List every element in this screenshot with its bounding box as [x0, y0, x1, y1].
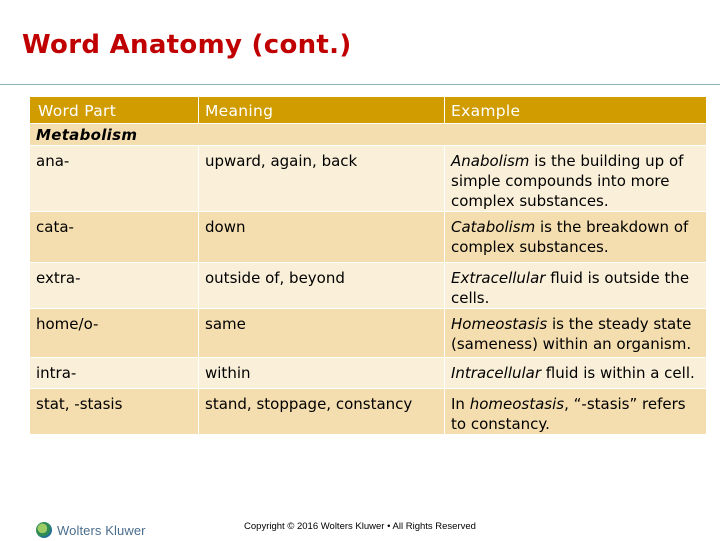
example-cell — [445, 389, 707, 435]
meaning-cell: down — [199, 212, 445, 263]
slide-title: Word Anatomy (cont.) — [22, 30, 352, 60]
title-divider — [0, 84, 720, 85]
word-anatomy-table — [29, 96, 707, 435]
meaning-cell: same — [199, 309, 445, 358]
example-cell — [445, 309, 707, 358]
example-text: is the steady state (sameness) within an organism. — [451, 315, 692, 353]
example-term: Catabolism — [451, 218, 536, 236]
table-row — [30, 309, 707, 358]
table-row — [30, 212, 707, 263]
word-part-cell: stat, -stasis — [30, 389, 199, 435]
example-text: , “-stasis” refers to constancy. — [451, 395, 686, 433]
logo-text: Wolters Kluwer — [57, 522, 146, 538]
meaning-cell: upward, again, back — [199, 146, 445, 212]
header-word-part: Word Part — [30, 97, 199, 124]
table-row — [30, 389, 707, 435]
meaning-cell: within — [199, 358, 445, 389]
section-row — [30, 124, 707, 146]
word-part-cell: cata- — [30, 212, 199, 263]
header-meaning: Meaning — [199, 97, 445, 124]
table-row — [30, 263, 707, 309]
example-term: Anabolism — [451, 152, 530, 170]
example-cell — [445, 212, 707, 263]
section-label: Metabolism — [30, 124, 707, 146]
example-text: is the building up of simple compounds into more complex substances. — [451, 152, 684, 210]
word-part-cell: home/o- — [30, 309, 199, 358]
example-term: Homeostasis — [451, 315, 548, 333]
meaning-cell: stand, stoppage, constancy — [199, 389, 445, 435]
copyright-notice: Copyright © 2016 Wolters Kluwer • All Rights Reserved — [244, 521, 476, 532]
example-prefix: In — [451, 395, 470, 413]
example-cell — [445, 358, 707, 389]
example-cell — [445, 263, 707, 309]
example-term: homeostasis — [469, 395, 565, 413]
table-row — [30, 358, 707, 389]
table-row — [30, 146, 707, 212]
meaning-cell: outside of, beyond — [199, 263, 445, 309]
table-header-row — [30, 97, 707, 124]
word-part-cell: intra- — [30, 358, 199, 389]
example-text: is the breakdown of complex substances. — [451, 218, 689, 256]
example-text: fluid is outside the cells. — [451, 269, 690, 307]
example-text: fluid is within a cell. — [541, 364, 695, 382]
word-part-cell: extra- — [30, 263, 199, 309]
header-example: Example — [445, 97, 707, 124]
word-part-cell: ana- — [30, 146, 199, 212]
example-term: Extracellular — [451, 269, 546, 287]
example-cell — [445, 146, 707, 212]
example-term: Intracellular — [451, 364, 542, 382]
